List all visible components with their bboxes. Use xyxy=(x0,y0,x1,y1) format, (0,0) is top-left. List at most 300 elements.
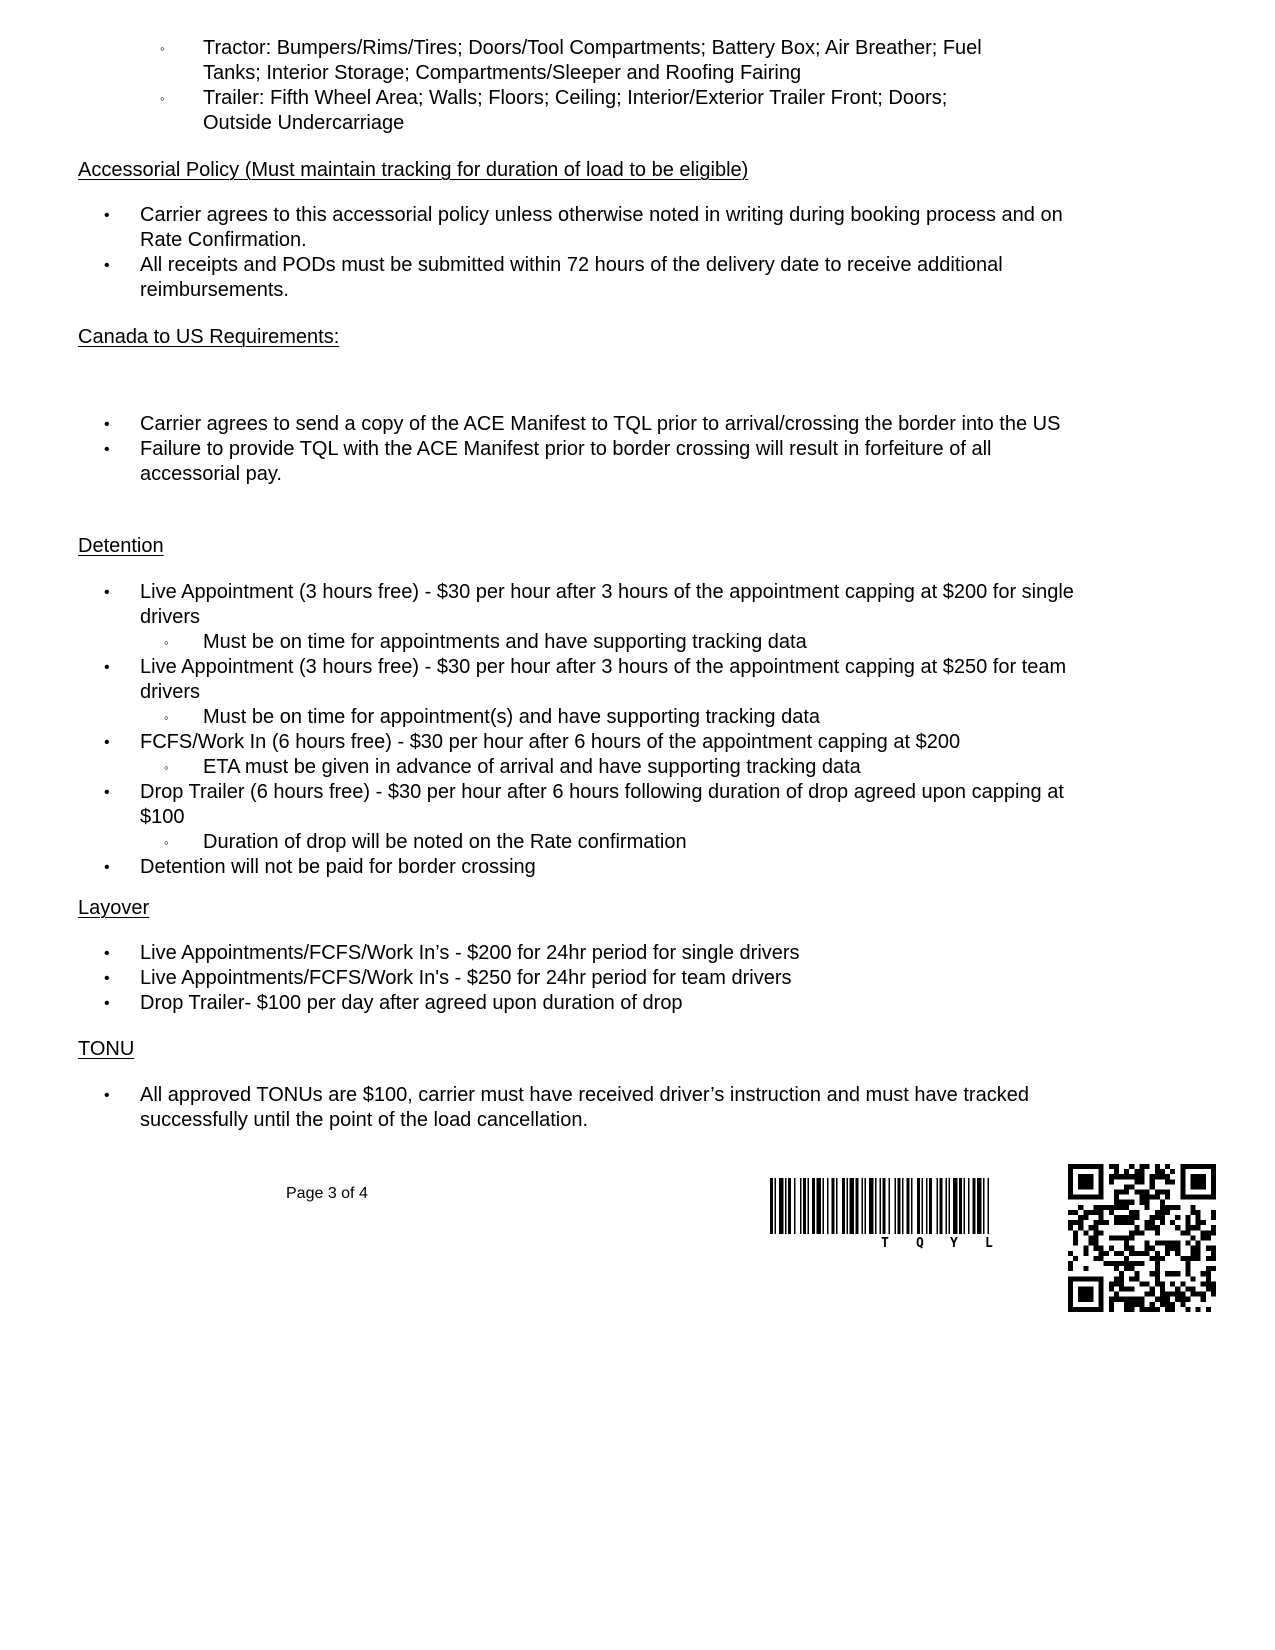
qr-module xyxy=(1190,1164,1195,1169)
list-item xyxy=(78,412,1088,437)
barcode-bar xyxy=(883,1178,886,1234)
barcode-bar xyxy=(817,1178,822,1234)
sub-bullet-icon: ◦ xyxy=(160,41,165,56)
qr-module xyxy=(1175,1215,1180,1220)
qr-module xyxy=(1088,1210,1093,1215)
qr-module xyxy=(1134,1297,1139,1302)
qr-module xyxy=(1109,1179,1114,1184)
qr-module xyxy=(1145,1292,1150,1297)
qr-module xyxy=(1109,1302,1114,1307)
qr-module xyxy=(1088,1241,1093,1246)
qr-module xyxy=(1099,1174,1104,1179)
qr-module xyxy=(1190,1276,1195,1281)
qr-module xyxy=(1068,1210,1073,1215)
qr-module xyxy=(1190,1195,1195,1200)
qr-module xyxy=(1196,1164,1201,1169)
qr-module xyxy=(1068,1184,1073,1189)
qr-module xyxy=(1119,1220,1124,1225)
qr-module xyxy=(1099,1256,1104,1261)
qr-module xyxy=(1139,1251,1144,1256)
qr-module xyxy=(1155,1195,1160,1200)
qr-module xyxy=(1099,1292,1104,1297)
qr-module xyxy=(1150,1302,1155,1307)
qr-module xyxy=(1160,1169,1165,1174)
qr-module xyxy=(1119,1215,1124,1220)
qr-module xyxy=(1201,1230,1206,1235)
qr-module xyxy=(1109,1205,1114,1210)
qr-module xyxy=(1094,1210,1099,1215)
sub-item-text: Must be on time for appointments and have supporting tracking data xyxy=(203,631,807,653)
qr-module xyxy=(1170,1220,1175,1225)
qr-module xyxy=(1099,1210,1104,1215)
barcode-bar xyxy=(911,1178,913,1234)
qr-module xyxy=(1180,1190,1185,1195)
qr-module xyxy=(1119,1174,1124,1179)
qr-module xyxy=(1201,1195,1206,1200)
qr-module xyxy=(1180,1302,1185,1307)
list-item-text: FCFS/Work In (6 hours free) - $30 per hour after 6 hours of the appointment capping at $200 xyxy=(140,731,961,753)
barcode-bar xyxy=(988,1178,990,1234)
barcode-bar xyxy=(949,1178,951,1234)
qr-module xyxy=(1094,1256,1099,1261)
qr-module xyxy=(1190,1251,1195,1256)
qr-module xyxy=(1068,1281,1073,1286)
qr-module xyxy=(1206,1256,1211,1261)
barcode-bar xyxy=(779,1178,784,1234)
qr-module xyxy=(1150,1174,1155,1179)
qr-module xyxy=(1211,1246,1216,1251)
qr-module xyxy=(1160,1205,1165,1210)
qr-module xyxy=(1083,1292,1088,1297)
qr-module xyxy=(1124,1307,1129,1312)
qr-module xyxy=(1129,1235,1134,1240)
barcode-bar xyxy=(946,1178,948,1234)
qr-module xyxy=(1099,1281,1104,1286)
qr-module xyxy=(1139,1230,1144,1235)
qr-module xyxy=(1119,1205,1124,1210)
qr-module xyxy=(1099,1302,1104,1307)
qr-module xyxy=(1114,1281,1119,1286)
qr-module xyxy=(1175,1251,1180,1256)
barcode-bar xyxy=(869,1178,874,1234)
qr-module xyxy=(1114,1174,1119,1179)
qr-module xyxy=(1201,1292,1206,1297)
bullet-icon: • xyxy=(104,995,110,1012)
qr-module xyxy=(1150,1179,1155,1184)
qr-module xyxy=(1175,1292,1180,1297)
qr-module xyxy=(1211,1286,1216,1291)
qr-module xyxy=(1134,1179,1139,1184)
qr-module xyxy=(1155,1169,1160,1174)
qr-module xyxy=(1073,1241,1078,1246)
qr-module xyxy=(1155,1230,1160,1235)
qr-module xyxy=(1078,1215,1083,1220)
qr-module xyxy=(1150,1195,1155,1200)
qr-module xyxy=(1201,1235,1206,1240)
barcode-bar xyxy=(794,1178,796,1234)
qr-module xyxy=(1145,1190,1150,1195)
qr-module xyxy=(1114,1292,1119,1297)
qr-module xyxy=(1201,1220,1206,1225)
qr-module xyxy=(1099,1220,1104,1225)
barcode-bar xyxy=(808,1178,810,1234)
qr-module xyxy=(1196,1195,1201,1200)
qr-module xyxy=(1129,1276,1134,1281)
qr-module xyxy=(1145,1241,1150,1246)
qr-module xyxy=(1155,1256,1160,1261)
qr-module xyxy=(1180,1297,1185,1302)
barcode-bar xyxy=(968,1178,970,1234)
qr-module xyxy=(1170,1169,1175,1174)
qr-module xyxy=(1180,1179,1185,1184)
list-item-text: Failure to provide TQL with the ACE Manifest prior to border crossing will result in forfeiture of all accessorial pay. xyxy=(140,438,992,485)
qr-module xyxy=(1165,1174,1170,1179)
qr-module xyxy=(1094,1276,1099,1281)
barcode-bar xyxy=(964,1178,966,1234)
qr-module xyxy=(1145,1246,1150,1251)
qr-module xyxy=(1129,1174,1134,1179)
qr-module xyxy=(1160,1281,1165,1286)
qr-module xyxy=(1068,1190,1073,1195)
bullet-icon: • xyxy=(104,1087,110,1104)
qr-module xyxy=(1134,1271,1139,1276)
qr-module xyxy=(1099,1230,1104,1235)
barcode-bar xyxy=(922,1178,924,1234)
qr-module xyxy=(1099,1276,1104,1281)
qr-module xyxy=(1196,1251,1201,1256)
qr-module xyxy=(1206,1307,1211,1312)
qr-module xyxy=(1078,1276,1083,1281)
qr-module xyxy=(1175,1205,1180,1210)
qr-module xyxy=(1078,1307,1083,1312)
sub-list-item xyxy=(78,630,1088,655)
qr-module xyxy=(1083,1251,1088,1256)
barcode-bar xyxy=(973,1178,976,1234)
qr-module xyxy=(1160,1302,1165,1307)
qr-module xyxy=(1124,1190,1129,1195)
qr-module xyxy=(1165,1190,1170,1195)
qr-module xyxy=(1201,1281,1206,1286)
qr-module xyxy=(1134,1169,1139,1174)
list-item-text: Drop Trailer- $100 per day after agreed upon duration of drop xyxy=(140,992,683,1014)
qr-module xyxy=(1160,1292,1165,1297)
qr-module xyxy=(1109,1164,1114,1169)
qr-module xyxy=(1185,1261,1190,1266)
qr-module xyxy=(1139,1261,1144,1266)
qr-module xyxy=(1185,1220,1190,1225)
qr-module xyxy=(1124,1302,1129,1307)
qr-module xyxy=(1155,1225,1160,1230)
qr-module xyxy=(1094,1220,1099,1225)
bullet-icon: • xyxy=(104,784,110,801)
barcode-bar xyxy=(836,1178,838,1234)
qr-module xyxy=(1094,1225,1099,1230)
qr-module xyxy=(1114,1235,1119,1240)
qr-module xyxy=(1185,1215,1190,1220)
qr-module xyxy=(1150,1246,1155,1251)
qr-module xyxy=(1099,1169,1104,1174)
qr-module xyxy=(1114,1169,1119,1174)
qr-module xyxy=(1099,1215,1104,1220)
accessorial-heading: Accessorial Policy (Must maintain tracking for duration of load to be eligible) xyxy=(78,159,749,181)
qr-module xyxy=(1094,1230,1099,1235)
bullet-icon: • xyxy=(104,441,110,458)
barcode-bar xyxy=(823,1178,825,1234)
barcode-bar xyxy=(803,1178,806,1234)
nested-list xyxy=(140,755,1088,780)
qr-module xyxy=(1124,1220,1129,1225)
qr-module xyxy=(1088,1286,1093,1291)
qr-module xyxy=(1109,1307,1114,1312)
qr-module xyxy=(1129,1184,1134,1189)
qr-module xyxy=(1165,1241,1170,1246)
qr-module xyxy=(1068,1251,1073,1256)
qr-module xyxy=(1068,1169,1073,1174)
list-item xyxy=(78,991,1088,1016)
qr-module xyxy=(1109,1297,1114,1302)
qr-module xyxy=(1145,1225,1150,1230)
qr-module xyxy=(1094,1164,1099,1169)
qr-module xyxy=(1211,1184,1216,1189)
qr-module xyxy=(1088,1184,1093,1189)
qr-module xyxy=(1073,1195,1078,1200)
qr-module xyxy=(1211,1210,1216,1215)
barcode-bar xyxy=(977,1178,982,1234)
list-item-text: All approved TONUs are $100, carrier must have received driver’s instruction and must have tracked successfully until the point of the load cancellation. xyxy=(140,1084,1029,1131)
qr-module xyxy=(1078,1195,1083,1200)
list-item-text: Drop Trailer (6 hours free) - $30 per hour after 6 hours following duration of drop agreed upon capping at $100 xyxy=(140,781,1064,828)
qr-module xyxy=(1160,1256,1165,1261)
qr-module xyxy=(1155,1266,1160,1271)
bullet-icon: • xyxy=(104,584,110,601)
qr-module xyxy=(1150,1286,1155,1291)
detention-heading: Detention xyxy=(78,535,164,557)
list-item-text: Live Appointments/FCFS/Work In’s - $200 for 24hr period for single drivers xyxy=(140,942,800,964)
qr-module xyxy=(1119,1286,1124,1291)
qr-module xyxy=(1129,1200,1134,1205)
qr-module xyxy=(1083,1266,1088,1271)
qr-module xyxy=(1099,1307,1104,1312)
list-item xyxy=(78,1083,1088,1133)
list-item-text: Live Appointment (3 hours free) - $30 per hour after 3 hours of the appointment capping at $250 for team drivers xyxy=(140,656,1067,703)
qr-module xyxy=(1145,1220,1150,1225)
barcode-icon xyxy=(770,1178,1052,1238)
qr-module xyxy=(1175,1241,1180,1246)
qr-module xyxy=(1145,1307,1150,1312)
qr-module xyxy=(1139,1174,1144,1179)
qr-module xyxy=(1083,1179,1088,1184)
bullet-icon: • xyxy=(104,257,110,274)
list-item xyxy=(78,203,1088,253)
qr-module xyxy=(1109,1286,1114,1291)
qr-module xyxy=(1068,1276,1073,1281)
qr-module xyxy=(1180,1184,1185,1189)
qr-module xyxy=(1114,1164,1119,1169)
qr-module xyxy=(1114,1266,1119,1271)
qr-module xyxy=(1109,1246,1114,1251)
list-item xyxy=(78,855,1088,880)
qr-module xyxy=(1155,1215,1160,1220)
qr-module xyxy=(1196,1215,1201,1220)
qr-module xyxy=(1068,1179,1073,1184)
sub-item-trailer xyxy=(160,86,1060,136)
qr-module xyxy=(1155,1190,1160,1195)
qr-module xyxy=(1196,1210,1201,1215)
barcode-bar xyxy=(983,1178,985,1234)
qr-module xyxy=(1165,1302,1170,1307)
qr-module xyxy=(1119,1271,1124,1276)
qr-module xyxy=(1206,1164,1211,1169)
qr-module xyxy=(1170,1271,1175,1276)
barcode-bar xyxy=(889,1178,891,1234)
qr-module xyxy=(1099,1297,1104,1302)
qr-module xyxy=(1109,1210,1114,1215)
qr-module xyxy=(1129,1210,1134,1215)
qr-module xyxy=(1185,1307,1190,1312)
qr-module xyxy=(1088,1225,1093,1230)
qr-module xyxy=(1068,1164,1073,1169)
qr-module xyxy=(1083,1307,1088,1312)
qr-module xyxy=(1078,1220,1083,1225)
qr-module xyxy=(1068,1302,1073,1307)
qr-module xyxy=(1088,1235,1093,1240)
qr-module xyxy=(1211,1281,1216,1286)
qr-module xyxy=(1124,1169,1129,1174)
qr-module xyxy=(1155,1210,1160,1215)
qr-module xyxy=(1190,1210,1195,1215)
qr-module xyxy=(1190,1184,1195,1189)
qr-module xyxy=(1206,1230,1211,1235)
qr-module xyxy=(1088,1174,1093,1179)
tonu-list xyxy=(78,1083,1088,1133)
qr-module xyxy=(1196,1241,1201,1246)
sub-bullet-icon: ◦ xyxy=(164,760,169,775)
qr-module xyxy=(1099,1184,1104,1189)
qr-module xyxy=(1180,1169,1185,1174)
qr-module xyxy=(1099,1195,1104,1200)
qr-module xyxy=(1170,1307,1175,1312)
qr-module xyxy=(1134,1190,1139,1195)
qr-module xyxy=(1078,1225,1083,1230)
qr-module xyxy=(1150,1184,1155,1189)
qr-module xyxy=(1068,1174,1073,1179)
list-item xyxy=(78,966,1088,991)
qr-module xyxy=(1124,1246,1129,1251)
qr-module xyxy=(1078,1174,1083,1179)
qr-module xyxy=(1099,1205,1104,1210)
barcode-bar xyxy=(865,1178,867,1234)
qr-module xyxy=(1175,1271,1180,1276)
qr-module xyxy=(1211,1230,1216,1235)
barcode-bar xyxy=(926,1178,928,1234)
qr-module xyxy=(1175,1246,1180,1251)
qr-module xyxy=(1180,1256,1185,1261)
qr-module xyxy=(1099,1164,1104,1169)
qr-module xyxy=(1083,1297,1088,1302)
qr-module xyxy=(1114,1297,1119,1302)
qr-module xyxy=(1165,1271,1170,1276)
qr-module xyxy=(1073,1307,1078,1312)
qr-module xyxy=(1124,1266,1129,1271)
qr-module xyxy=(1068,1292,1073,1297)
qr-module xyxy=(1190,1246,1195,1251)
qr-module xyxy=(1129,1307,1134,1312)
barcode-bar xyxy=(800,1178,802,1234)
qr-module xyxy=(1185,1225,1190,1230)
qr-module xyxy=(1119,1281,1124,1286)
qr-module xyxy=(1119,1251,1124,1256)
qr-module xyxy=(1073,1235,1078,1240)
qr-module xyxy=(1094,1307,1099,1312)
qr-module xyxy=(1139,1307,1144,1312)
bullet-icon: • xyxy=(104,734,110,751)
qr-module xyxy=(1124,1286,1129,1291)
qr-module xyxy=(1206,1246,1211,1251)
qr-module xyxy=(1068,1266,1073,1271)
list-item-text: All receipts and PODs must be submitted within 72 hours of the delivery date to receive additional reimbursements. xyxy=(140,254,1003,301)
qr-module xyxy=(1150,1215,1155,1220)
qr-module xyxy=(1196,1307,1201,1312)
qr-code-icon xyxy=(1068,1164,1216,1312)
qr-module xyxy=(1083,1276,1088,1281)
qr-module xyxy=(1094,1241,1099,1246)
qr-module xyxy=(1211,1174,1216,1179)
qr-module xyxy=(1139,1169,1144,1174)
qr-module xyxy=(1109,1281,1114,1286)
qr-module xyxy=(1145,1195,1150,1200)
qr-module xyxy=(1068,1225,1073,1230)
qr-module xyxy=(1211,1266,1216,1271)
sub-list-item xyxy=(78,755,1088,780)
qr-module xyxy=(1119,1200,1124,1205)
list-item xyxy=(78,780,1088,855)
qr-module xyxy=(1201,1297,1206,1302)
list-item xyxy=(78,580,1088,655)
bullet-icon: • xyxy=(104,859,110,876)
qr-module xyxy=(1124,1256,1129,1261)
qr-module xyxy=(1129,1286,1134,1291)
qr-module xyxy=(1134,1210,1139,1215)
qr-module xyxy=(1114,1190,1119,1195)
qr-module xyxy=(1104,1261,1109,1266)
sub-item-text: ETA must be given in advance of arrival and have supporting tracking data xyxy=(203,756,861,778)
qr-module xyxy=(1139,1190,1144,1195)
qr-module xyxy=(1155,1271,1160,1276)
qr-module xyxy=(1190,1174,1195,1179)
sub-item-line: Outside Undercarriage xyxy=(203,112,405,134)
qr-module xyxy=(1104,1205,1109,1210)
qr-module xyxy=(1170,1205,1175,1210)
list-item-text: Detention will not be paid for border crossing xyxy=(140,856,536,878)
barcode-bar xyxy=(929,1178,932,1234)
qr-module xyxy=(1196,1184,1201,1189)
qr-module xyxy=(1094,1195,1099,1200)
sub-bullet-icon: ◦ xyxy=(160,91,165,106)
qr-module xyxy=(1068,1286,1073,1291)
qr-module xyxy=(1145,1251,1150,1256)
qr-module xyxy=(1160,1210,1165,1215)
qr-module xyxy=(1160,1241,1165,1246)
qr-module xyxy=(1190,1225,1195,1230)
qr-module xyxy=(1185,1297,1190,1302)
qr-module xyxy=(1211,1190,1216,1195)
qr-module xyxy=(1190,1235,1195,1240)
qr-module xyxy=(1129,1230,1134,1235)
barcode-bar xyxy=(775,1178,777,1234)
qr-module xyxy=(1129,1164,1134,1169)
qr-module xyxy=(1211,1215,1216,1220)
qr-module xyxy=(1185,1256,1190,1261)
